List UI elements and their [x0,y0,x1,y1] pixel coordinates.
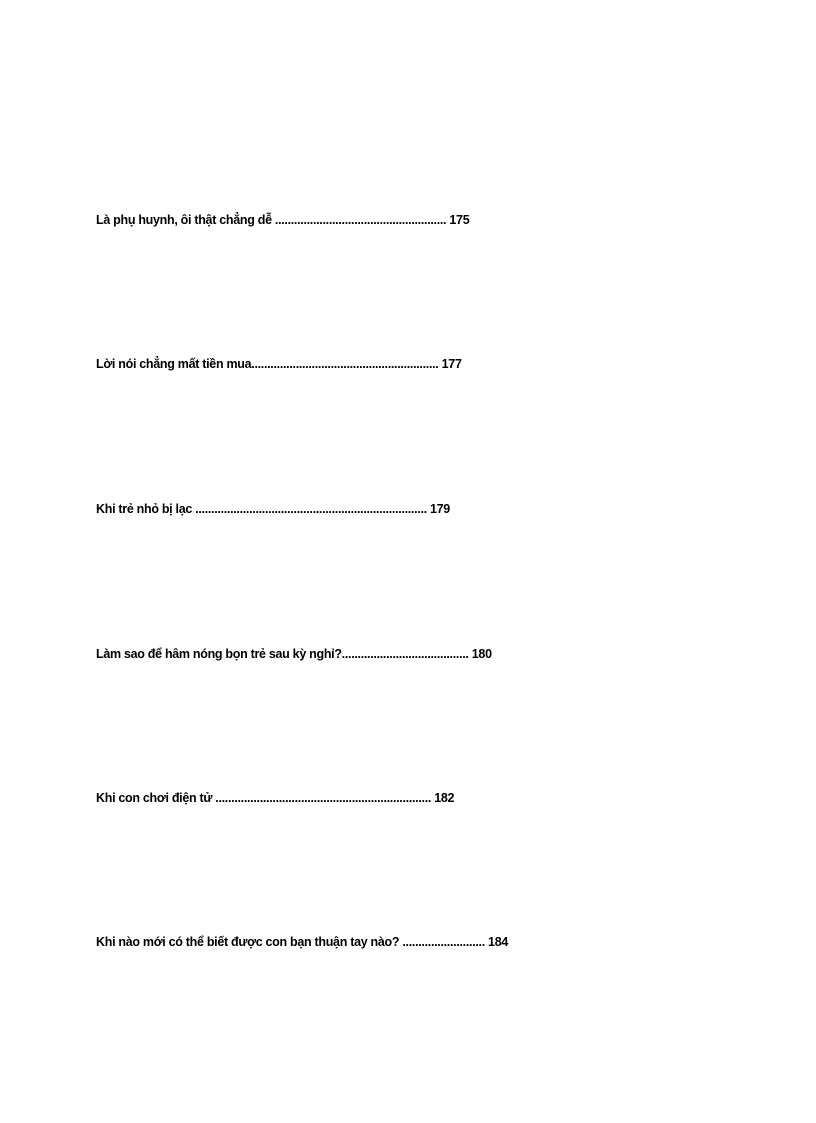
toc-entry-text: Khi trẻ nhỏ bị lạc ......................................................................... 179 [96,502,450,516]
toc-entry-text: Là phụ huynh, ôi thật chẳng dễ ...................................................... 175 [96,213,470,227]
toc-entry-text: Lời nói chẳng mất tiền mua........................................................... 177 [96,357,462,371]
toc-entry-text: Khi con chơi điện tử .................................................................... 182 [96,791,455,805]
toc-entry [96,933,508,951]
toc-entry-text: Khi nào mới có thể biết được con bạn thuận tay nào? .......................... 184 [96,935,509,949]
toc-entry [96,355,462,373]
toc-entry-text: Làm sao để hâm nóng bọn trẻ sau kỳ nghỉ?........................................ 180 [96,647,492,661]
toc-entry [96,789,454,807]
toc-entry [96,211,469,229]
toc-entry [96,500,450,518]
toc-entry [96,645,492,663]
